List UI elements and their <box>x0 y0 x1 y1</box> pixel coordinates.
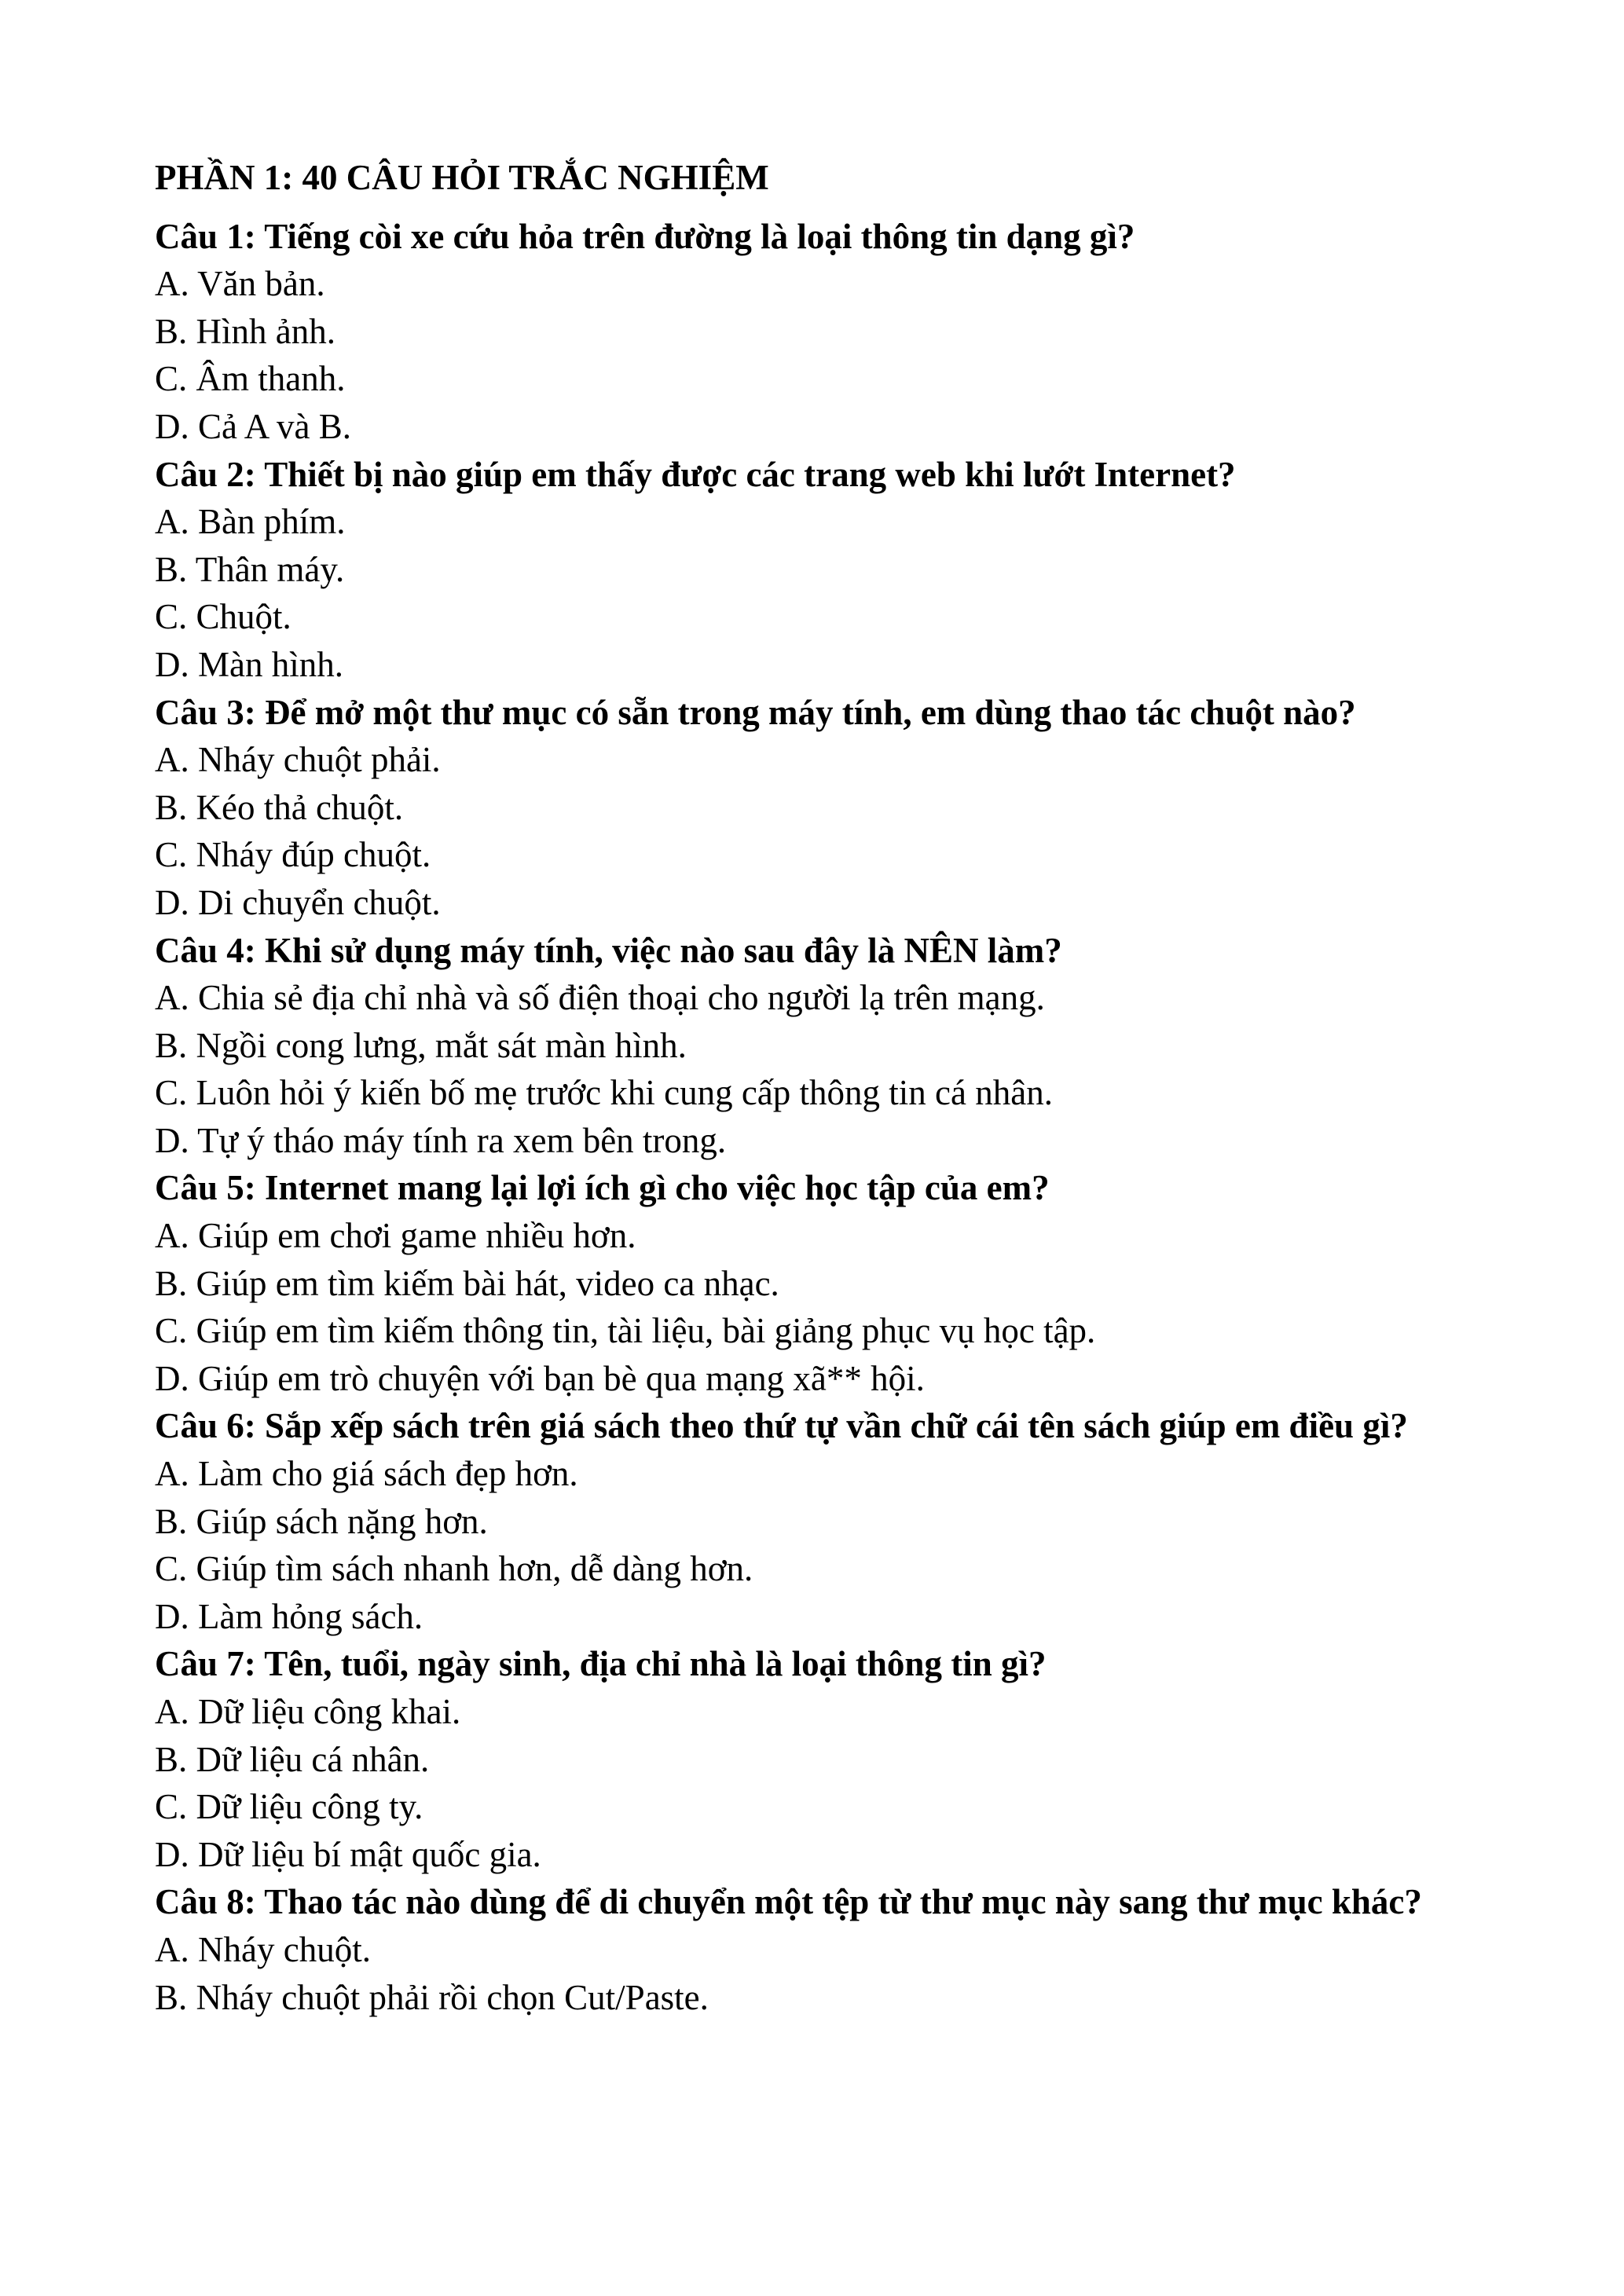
option-a: A. Nháy chuột. <box>155 1929 371 1969</box>
question-3 <box>155 689 1490 927</box>
option-d: D. Giúp em trò chuyện với bạn bè qua mạng xã** hội. <box>155 1358 925 1398</box>
question-text: Câu 6: Sắp xếp sách trên giá sách theo thứ tự vần chữ cái tên sách giúp em điều gì? <box>155 1406 1408 1446</box>
option-c: C. Chuột. <box>155 597 291 637</box>
question-text: Câu 5: Internet mang lại lợi ích gì cho việc học tập của em? <box>155 1168 1050 1208</box>
option-c: C. Giúp tìm sách nhanh hơn, dễ dàng hơn. <box>155 1549 753 1589</box>
question-4 <box>155 927 1490 1165</box>
option-b: B. Hình ảnh. <box>155 311 335 351</box>
question-1 <box>155 213 1490 451</box>
document-content <box>155 154 1490 2021</box>
option-d: D. Tự ý tháo máy tính ra xem bên trong. <box>155 1120 727 1160</box>
question-6 <box>155 1402 1490 1640</box>
option-c: C. Luôn hỏi ý kiến bố mẹ trước khi cung cấp thông tin cá nhân. <box>155 1073 1053 1113</box>
option-b: B. Dữ liệu cá nhân. <box>155 1739 430 1779</box>
option-d: D. Làm hỏng sách. <box>155 1596 423 1636</box>
question-text: Câu 8: Thao tác nào dùng để di chuyển một tệp từ thư mục này sang thư mục khác? <box>155 1882 1422 1922</box>
option-c: C. Âm thanh. <box>155 359 346 399</box>
option-a: A. Chia sẻ địa chỉ nhà và số điện thoại cho người lạ trên mạng. <box>155 978 1045 1018</box>
option-a: A. Giúp em chơi game nhiều hơn. <box>155 1216 636 1256</box>
option-a: A. Dữ liệu công khai. <box>155 1692 461 1731</box>
option-a: A. Nháy chuột phải. <box>155 740 441 780</box>
option-c: C. Nháy đúp chuột. <box>155 835 431 875</box>
question-8 <box>155 1878 1490 2021</box>
option-b: B. Nháy chuột phải rồi chọn Cut/Paste. <box>155 1977 709 2017</box>
section-title: PHẦN 1: 40 CÂU HỎI TRẮC NGHIỆM <box>155 158 769 197</box>
question-text: Câu 2: Thiết bị nào giúp em thấy được các trang web khi lướt Internet? <box>155 454 1236 494</box>
option-c: C. Giúp em tìm kiếm thông tin, tài liệu, bài giảng phục vụ học tập. <box>155 1311 1096 1351</box>
option-b: B. Giúp em tìm kiếm bài hát, video ca nhạc. <box>155 1263 779 1303</box>
option-b: B. Thân máy. <box>155 549 345 589</box>
question-text: Câu 7: Tên, tuổi, ngày sinh, địa chỉ nhà là loại thông tin gì? <box>155 1644 1047 1684</box>
question-2 <box>155 451 1490 689</box>
option-d: D. Màn hình. <box>155 644 343 684</box>
option-a: A. Làm cho giá sách đẹp hơn. <box>155 1454 578 1494</box>
question-7 <box>155 1640 1490 1878</box>
option-d: D. Di chuyển chuột. <box>155 882 441 922</box>
option-d: D. Dữ liệu bí mật quốc gia. <box>155 1834 541 1874</box>
option-c: C. Dữ liệu công ty. <box>155 1787 423 1827</box>
option-a: A. Bàn phím. <box>155 502 346 542</box>
question-5 <box>155 1164 1490 1402</box>
option-a: A. Văn bản. <box>155 264 325 304</box>
option-d: D. Cả A và B. <box>155 406 352 446</box>
option-b: B. Kéo thả chuột. <box>155 787 404 827</box>
question-text: Câu 1: Tiếng còi xe cứu hỏa trên đường là loại thông tin dạng gì? <box>155 216 1135 256</box>
option-b: B. Giúp sách nặng hơn. <box>155 1501 488 1541</box>
question-text: Câu 3: Để mở một thư mục có sẵn trong máy tính, em dùng thao tác chuột nào? <box>155 692 1356 732</box>
option-b: B. Ngồi cong lưng, mắt sát màn hình. <box>155 1025 687 1065</box>
question-text: Câu 4: Khi sử dụng máy tính, việc nào sau đây là NÊN làm? <box>155 930 1062 970</box>
